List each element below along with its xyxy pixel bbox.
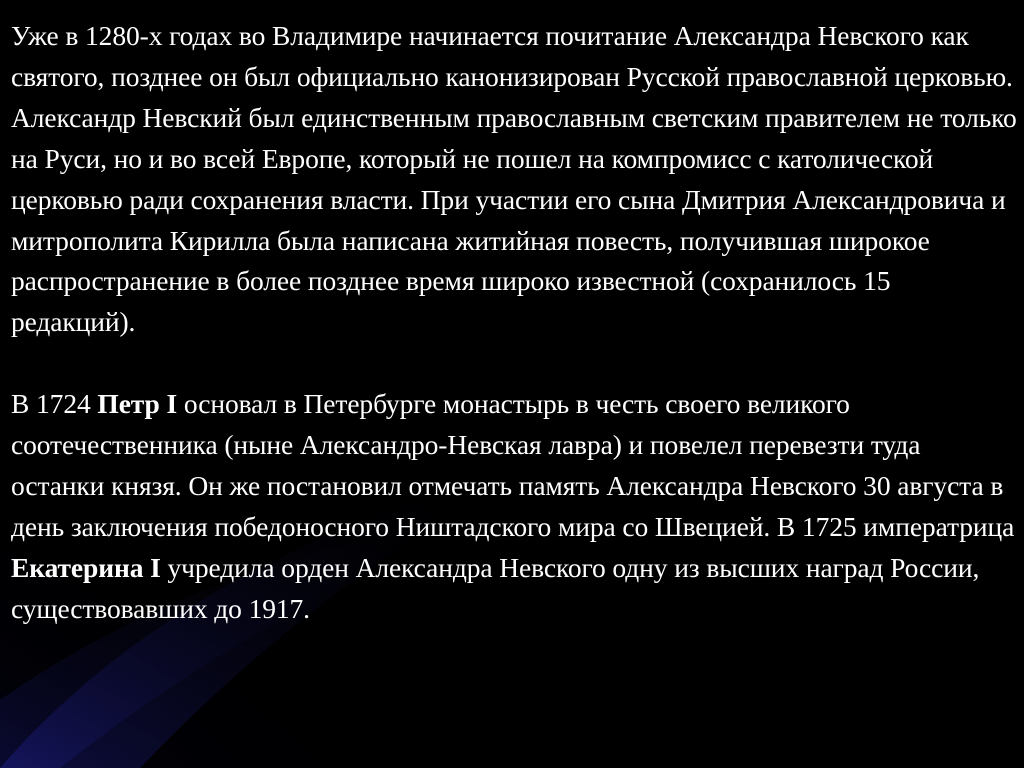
paragraph-gap <box>11 343 1017 384</box>
paragraph-2-part-1: В 1724 <box>11 388 98 420</box>
paragraph-2-part-3: учредила орден Александра Невского одну из высших наград России, существовавших до 1917. <box>11 551 980 624</box>
paragraph-1: Уже в 1280-х годах во Владимире начинается почитание Александра Невского как святого, позднее он был официально канонизирован Русской православной церковью. Александр Невский был единственным православным светским правителем не только на Руси, но и во всей Европе, который не пошел на компромисс с католической церковью ради сохранения власти. При участии его сына Дмитрия Александровича и митрополита Кирилла была написана житийная повесть, получившая широкое распространение в более позднее время широко известной (сохранилось 15 редакций). <box>11 20 1017 338</box>
catherine-i-name: Екатерина I <box>11 551 161 583</box>
paragraph-2 <box>11 384 1017 629</box>
body-text <box>11 16 1017 630</box>
paragraph-2-part-2: основал в Петербурге монастырь в честь своего великого соотечественника (ныне Александро-Невская лавра) и повелел перевезти туда останки князя. Он же постановил отмечать память Александра Невского 30 августа в день заключения победоносного Ништадского мира со Швецией. В 1725 императрица <box>11 388 1015 542</box>
peter-i-name: Петр I <box>97 388 178 420</box>
